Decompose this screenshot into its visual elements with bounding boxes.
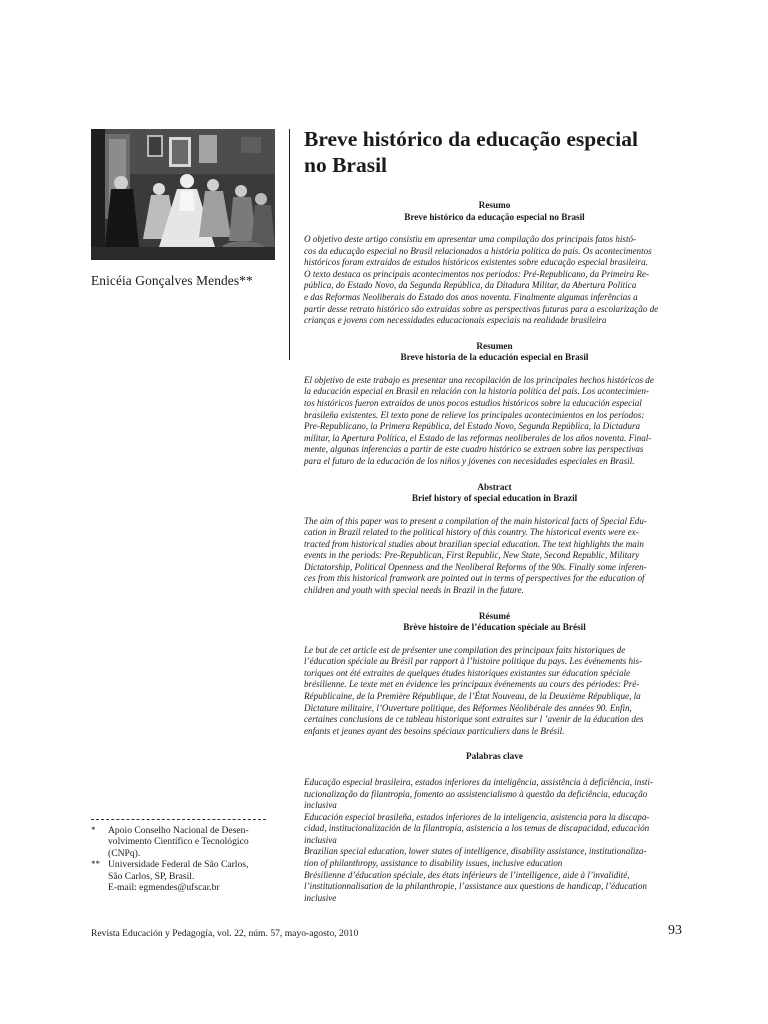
text-line: e das Reformas Neoliberais do Estado dos anos noventa. Finalmente algumas inferências a xyxy=(304,291,638,302)
section-subheading: Breve historia de la educación especial en Brasil xyxy=(400,352,589,363)
text-line: Brazilian special education, lower states of intelligence, disability assistance, institutionaliza- xyxy=(304,846,647,857)
text-line: (CNPq). xyxy=(108,847,141,859)
text-line: O objetivo deste artigo consistiu em apresentar uma compilação dos principais fatos histó- xyxy=(304,234,637,244)
text-line: certaines conclusions de ce tableau historique sont extraites sur l ’avenir de la éducation des xyxy=(304,714,644,725)
text-line: pública, do Estado Novo, da Segunda República, da Ditadura Militar, da Abertura Política xyxy=(304,280,637,291)
section-heading: Résumé xyxy=(478,610,511,621)
text-line: la educación especial en Brasil en relación con la historia política del país. Los acontecimien- xyxy=(304,386,649,397)
footnote-rule xyxy=(91,819,266,820)
vertical-divider xyxy=(289,129,290,360)
text-line: O texto destaca os principais acontecimentos nos períodos: Pré-Republicano, da Primeira Re- xyxy=(304,268,649,279)
text-line: inclusiva xyxy=(304,800,337,811)
text-line: brésilienne. Le texte met en évidence les principaux événements au cours des périodes: Pré- xyxy=(304,679,640,690)
text-line: Pre-Republicano, la Primera República, del Estado Novo, Segunda República, la Dictadura xyxy=(304,421,641,432)
text-line: para el futuro de la educación de los niños y jóvenes con necesidades especiales en Brasil. xyxy=(304,455,635,466)
text-line: children and youth with special needs in Brazil in the future. xyxy=(304,585,524,596)
footnote-mark: ** xyxy=(91,859,100,870)
text-line: São Carlos, SP, Brasil. xyxy=(108,870,195,882)
text-line: tos históricos fueron extraídos de unos pocos estudios históricos sobre la educación especial xyxy=(304,397,642,408)
text-line: tion of philanthropy, assistance to disability issues, inclusive education xyxy=(304,858,563,869)
text-line: militar, la Apertura Política, el Estado de las reformas neoliberales de los años noventa. Final- xyxy=(304,432,652,443)
text-line: Dictature militaire, l’Ouverture politique, des Réformes Néolibérale des années 90. Enfin, xyxy=(304,702,632,713)
keywords-section xyxy=(304,751,685,904)
las-meninas-painting xyxy=(91,129,275,260)
article-title xyxy=(304,126,685,178)
text-line: toriques ont été extraites de quelques études historiques existantes sur éducation spéciale xyxy=(304,667,631,678)
text-line: mente, algunas inferencias a partir de este cuadro histórico se extraen sobre las perspectivas xyxy=(304,444,644,455)
text-line: Universidade Federal de São Carlos, xyxy=(108,859,249,871)
footnote-mark: * xyxy=(91,825,96,835)
text-line: inclusive xyxy=(304,892,337,903)
text-line: brasileña existentes. El texto pone de relieve los principales acontecimientos en los períodos: xyxy=(304,409,645,420)
abstract-text xyxy=(304,516,685,597)
text-line: events in the periods: Pre-Republican, First Republic, New State, Second Republic, Military xyxy=(304,550,640,561)
text-line: tucionalização da filantropia, fomento ao assistencialismo à questão da deficiência, educação xyxy=(304,788,648,799)
section-subheading: Brief history of special education in Brazil xyxy=(411,493,578,503)
text-line: Dictatorship, Political Openness and the Neoliberal Reforms of the 90s. Finally some inferen- xyxy=(304,561,647,572)
text-line: Apoio Conselho Nacional de Desen- xyxy=(108,825,249,836)
text-line: cation in Brazil related to the political history of this country. The historical events were ex- xyxy=(304,527,639,538)
resumo-section xyxy=(304,200,685,327)
abstract-text xyxy=(304,375,685,468)
text-line: cos da educação especial no Brasil relacionados a história política do país. Os acontecimentos xyxy=(304,245,652,256)
section-subheading: Brève histoire de l’éducation spéciale au Brésil xyxy=(403,622,586,633)
section-heading: Abstract xyxy=(477,481,512,492)
page-number: 93 xyxy=(668,923,682,938)
left-column xyxy=(91,129,276,260)
footnote-text xyxy=(108,859,276,893)
section-subheading: Breve histórico da educação especial no Brasil xyxy=(404,211,585,222)
text-line: enfants et jeunes ayant des besoins spéciaux particuliers dans le Brésil. xyxy=(304,725,565,736)
painting-image xyxy=(91,129,275,260)
text-line: ces from this historical framwork are pointed out in terms of perspectives for the education of xyxy=(304,573,645,584)
text-line: crianças e jovens com necessidades educacionais especiais na realidade brasileira xyxy=(304,315,607,326)
journal-citation: Revista Educación y Pedagogía, vol. 22, núm. 57, mayo-agosto, 2010 xyxy=(91,928,359,939)
text-line: históricos foram extraídos de estudos históricos existentes sobre educação especial brasileira. xyxy=(304,257,648,268)
footnote xyxy=(91,859,276,893)
footnote-text xyxy=(108,825,276,859)
keywords-text xyxy=(304,777,685,905)
resumen-section xyxy=(304,341,685,468)
text-line: cidad, institucionalización de la filantropía, asistencia a los temas de discapacidad, educación xyxy=(304,823,650,834)
section-heading: Palabras clave xyxy=(466,751,523,762)
footnotes xyxy=(91,819,276,893)
section-heading: Resumen xyxy=(476,340,513,351)
title-line: Breve histórico da educação especial xyxy=(304,127,638,151)
author-name: Enicéia Gonçalves Mendes** xyxy=(91,273,253,288)
main-column xyxy=(304,126,685,904)
footnote xyxy=(91,825,276,859)
text-line: tracted from historical studies about brazilian special education. The text highlights the main xyxy=(304,538,644,549)
text-line: inclusiva xyxy=(304,834,337,845)
text-line: Educación especial brasileña, estados inferiores de la inteligencia, asistencia para la discapa- xyxy=(304,811,650,822)
text-line: Educação especial brasileira, estados inferiores da inteligência, assistência à deficiência, insti- xyxy=(304,776,653,787)
resume-section xyxy=(304,611,685,738)
text-line: l’éducation spéciale au Brésil par rapport à l’histoire politique du pays. Les événements his- xyxy=(304,656,643,667)
abstract-text xyxy=(304,645,685,738)
abstract-text xyxy=(304,234,685,327)
text-line: partir desse retrato histórico são extraídas sobre as perspectivas futuras para a escolarização de xyxy=(304,303,659,314)
section-heading: Resumo xyxy=(478,200,511,210)
email-link[interactable]: E-mail: egmendes@ufscar.br xyxy=(108,882,220,894)
text-line: l’institutionnalisation de la philanthropie, l’assistance aux questions de handicap, l’éducation xyxy=(304,881,647,892)
text-line: Républicaine, de la Première République, de l’État Nouveau, de la Deuxième République, la xyxy=(304,691,641,702)
abstract-section xyxy=(304,482,685,597)
text-line: Brésilienne d’éducation spéciale, des états inférieurs de l’intelligence, aide à l’invalidité, xyxy=(304,869,630,880)
text-line: Le but de cet article est de présenter une compilation des principaux faits historiques de xyxy=(304,644,626,655)
text-line: volvimento Científico e Tecnológico xyxy=(108,836,249,848)
text-line: The aim of this paper was to present a compilation of the main historical facts of Special Edu- xyxy=(304,515,647,526)
title-line: no Brasil xyxy=(304,153,388,177)
text-line: El objetivo de este trabajo es presentar una recopilación de los principales hechos históricos de xyxy=(304,374,654,385)
